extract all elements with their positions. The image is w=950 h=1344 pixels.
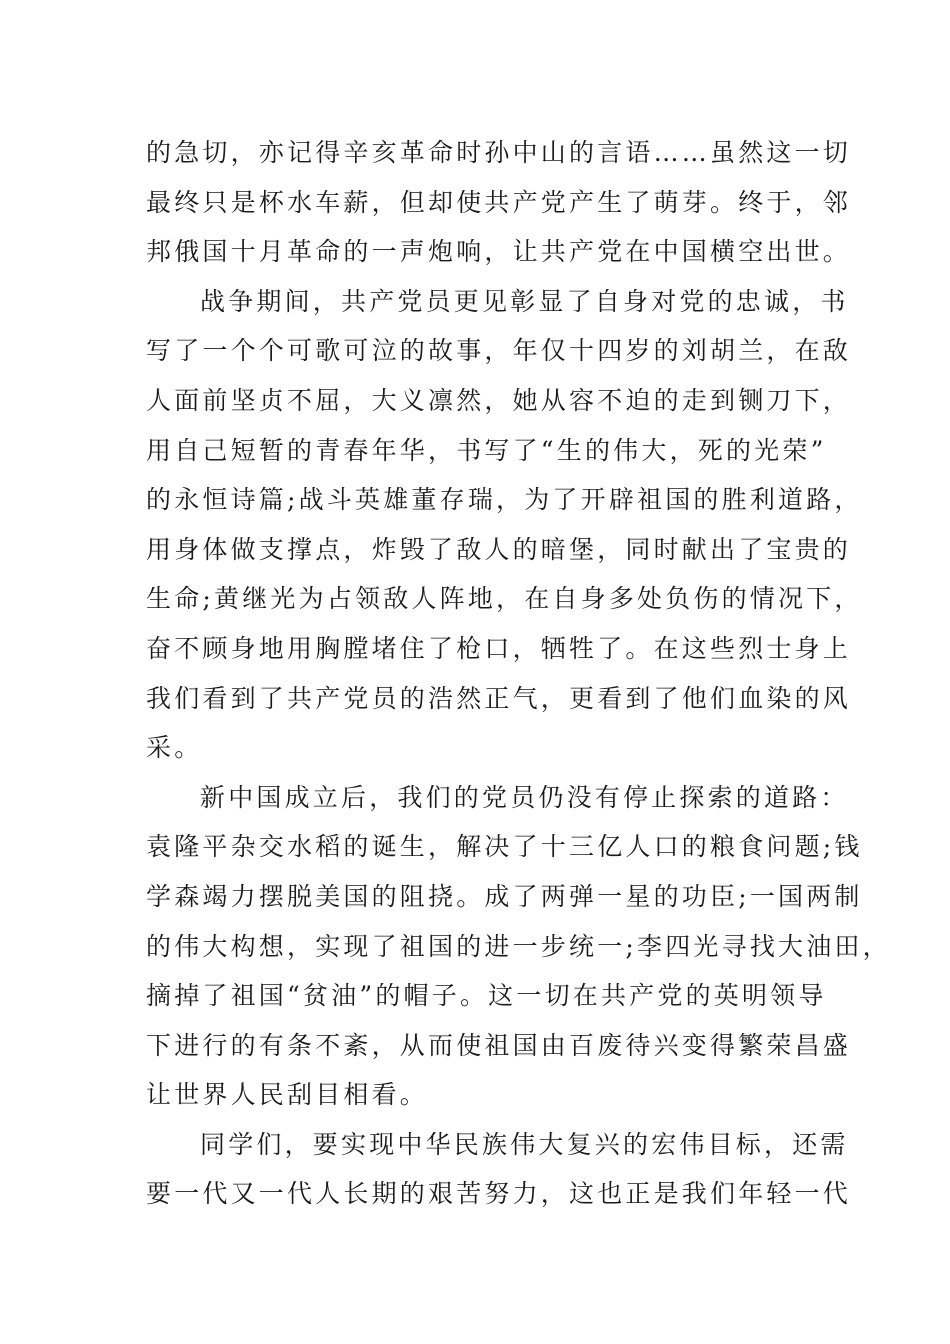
text-line: 用身体做支撑点，炸毁了敌人的暗堡，同时献出了宝贵的	[146, 534, 852, 564]
text-line: 人面前坚贞不屈，大义凛然，她从容不迫的走到铡刀下，	[146, 385, 852, 415]
text-line: 采。	[146, 733, 203, 763]
text-line: 让世界人民刮目相看。	[146, 1080, 429, 1110]
text-line: 的伟大构想，实现了祖国的进一步统一;李四光寻找大油田，	[146, 931, 891, 961]
document-body	[146, 128, 891, 1219]
text-line: 我们看到了共产党员的浩然正气，更看到了他们血染的风	[146, 683, 852, 713]
text-line: 写了一个个可歌可泣的故事，年仅十四岁的刘胡兰，在敌	[146, 336, 852, 366]
text-line: 战争期间，共产党员更见彰显了自身对党的忠诚，书	[200, 286, 849, 316]
text-line: 摘掉了祖国“贫油”的帽子。这一切在共产党的英明领导	[146, 981, 827, 1011]
text-line: 生命;黄继光为占领敌人阵地，在自身多处负伤的情况下，	[146, 584, 863, 614]
text-line: 下进行的有条不紊，从而使祖国由百废待兴变得繁荣昌盛	[146, 1030, 852, 1060]
text-line: 学森竭力摆脱美国的阻挠。成了两弹一星的功臣;一国两制	[146, 881, 863, 911]
text-line: 用自己短暂的青春年华，书写了“生的伟大，死的光荣”	[146, 435, 827, 465]
text-line: 的急切，亦记得辛亥革命时孙中山的言语……虽然这一切	[146, 138, 852, 167]
text-line: 最终只是杯水车薪，但却使共产党产生了萌芽。终于，邻	[146, 187, 852, 217]
text-line: 奋不顾身地用胸膛堵住了枪口，牺牲了。在这些烈士身上	[146, 633, 852, 663]
text-line: 的永恒诗篇;战斗英雄董存瑞，为了开辟祖国的胜利道路，	[146, 485, 863, 515]
text-line: 邦俄国十月革命的一声炮响，让共产党在中国横空出世。	[146, 237, 852, 267]
text-line: 袁隆平杂交水稻的诞生，解决了十三亿人口的粮食问题;钱	[146, 832, 863, 862]
text-line: 新中国成立后，我们的党员仍没有停止探索的道路：	[200, 782, 849, 812]
text-line: 同学们，要实现中华民族伟大复兴的宏伟目标，还需	[200, 1129, 849, 1159]
text-line: 要一代又一代人长期的艰苦努力，这也正是我们年轻一代	[146, 1179, 852, 1209]
